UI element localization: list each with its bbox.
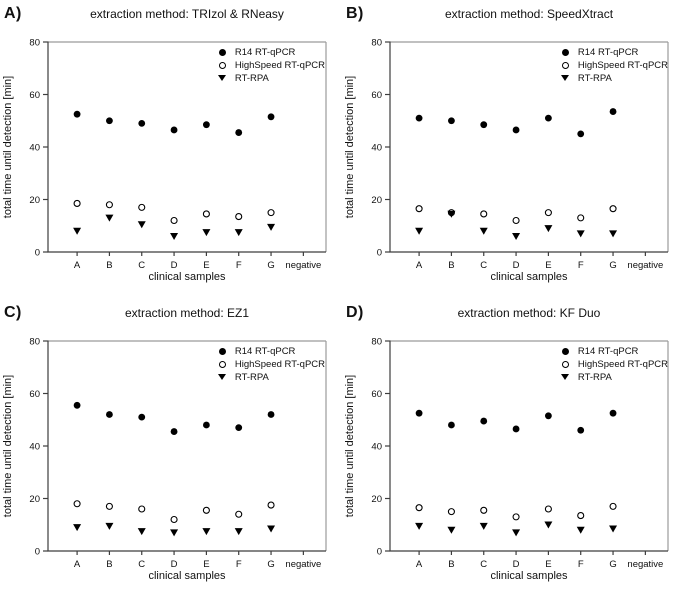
svg-text:40: 40 [371, 142, 382, 154]
panel-label-a: A) [4, 5, 22, 22]
svg-text:20: 20 [371, 494, 382, 505]
legend-label: HighSpeed RT-qPCR [234, 358, 325, 370]
legend-item [561, 372, 668, 382]
panel-title-c: extraction method: EZ1 [124, 306, 250, 320]
legend-item [218, 47, 325, 57]
svg-text:80: 80 [371, 37, 382, 49]
legend-label: RT-RPA [577, 371, 612, 383]
svg-text:0: 0 [34, 546, 40, 558]
legend-item [561, 73, 668, 83]
plot-area-a [0, 0, 342, 299]
svg-text:F: F [235, 559, 242, 570]
triangle-down-icon [561, 75, 569, 81]
svg-text:B: B [106, 260, 113, 271]
panel-title-b: extraction method: SpeedXtract [444, 7, 614, 21]
svg-text:60: 60 [29, 389, 40, 400]
svg-text:F: F [235, 260, 242, 271]
legend-label: R14 RT-qPCR [234, 46, 296, 58]
panel-a [0, 0, 342, 299]
filled-circle-icon [562, 348, 569, 355]
svg-text:C: C [480, 260, 488, 271]
panel-label-d: D) [346, 304, 364, 321]
legend-item [561, 47, 668, 57]
filled-circle-icon [562, 49, 569, 56]
legend-label: RT-RPA [234, 371, 269, 383]
legend-label: RT-RPA [234, 72, 269, 84]
svg-text:E: E [545, 559, 552, 570]
svg-text:0: 0 [34, 247, 40, 259]
legend-b [561, 47, 668, 83]
svg-text:60: 60 [29, 90, 40, 101]
legend-item [561, 346, 668, 356]
svg-text:G: G [267, 260, 275, 271]
filled-circle-icon [219, 348, 226, 355]
legend-label: R14 RT-qPCR [577, 345, 639, 357]
triangle-down-icon [218, 75, 226, 81]
y-axis-label-c: total time until detection [min] [2, 374, 14, 518]
svg-text:40: 40 [371, 441, 382, 453]
panel-c [0, 299, 342, 598]
svg-text:A: A [73, 559, 81, 570]
legend-item [218, 372, 325, 382]
panel-title-d: extraction method: KF Duo [457, 306, 601, 320]
svg-text:E: E [203, 559, 210, 570]
legend-label: HighSpeed RT-qPCR [577, 358, 668, 370]
svg-text:A: A [73, 260, 81, 271]
svg-text:40: 40 [29, 142, 40, 154]
open-circle-icon [219, 361, 226, 368]
legend-item [561, 60, 668, 70]
legend-c [218, 346, 325, 382]
legend-item [561, 359, 668, 369]
svg-text:B: B [448, 260, 455, 271]
plot-area-c [0, 299, 342, 598]
legend-item [218, 346, 325, 356]
svg-text:G: G [609, 559, 617, 570]
svg-text:40: 40 [29, 441, 40, 453]
y-axis-label-a: total time until detection [min] [2, 75, 14, 219]
svg-text:F: F [577, 559, 584, 570]
svg-text:C: C [138, 559, 146, 570]
svg-text:A: A [415, 260, 423, 271]
legend-label: HighSpeed RT-qPCR [234, 59, 325, 71]
plot-area-d [342, 299, 684, 598]
y-axis-label-d: total time until detection [min] [344, 374, 356, 518]
svg-text:B: B [448, 559, 455, 570]
svg-text:negative: negative [285, 559, 322, 570]
svg-text:E: E [203, 260, 210, 271]
legend-item [218, 73, 325, 83]
svg-text:D: D [170, 559, 178, 570]
svg-text:80: 80 [29, 336, 40, 348]
open-circle-icon [562, 361, 569, 368]
svg-text:C: C [480, 559, 488, 570]
plot-area-b [342, 0, 684, 299]
legend-a [218, 47, 325, 83]
legend-item [218, 60, 325, 70]
svg-text:negative: negative [627, 260, 664, 271]
legend-d [561, 346, 668, 382]
legend-item [218, 359, 325, 369]
open-circle-icon [562, 62, 569, 69]
x-axis-label-c: clinical samples [148, 570, 226, 582]
svg-text:D: D [512, 559, 520, 570]
legend-label: R14 RT-qPCR [234, 345, 296, 357]
svg-text:60: 60 [371, 389, 382, 400]
legend-label: RT-RPA [577, 72, 612, 84]
svg-text:G: G [609, 260, 617, 271]
y-axis-label-b: total time until detection [min] [344, 75, 356, 219]
svg-text:D: D [170, 260, 178, 271]
filled-circle-icon [219, 49, 226, 56]
panel-d [342, 299, 685, 598]
svg-text:E: E [545, 260, 552, 271]
triangle-down-icon [218, 374, 226, 380]
x-axis-label-a: clinical samples [148, 271, 226, 283]
svg-text:G: G [267, 559, 275, 570]
svg-text:F: F [577, 260, 584, 271]
svg-text:A: A [415, 559, 423, 570]
svg-text:negative: negative [627, 559, 664, 570]
svg-text:B: B [106, 559, 113, 570]
triangle-down-icon [561, 374, 569, 380]
x-axis-label-b: clinical samples [490, 271, 568, 283]
panel-b [342, 0, 685, 299]
svg-text:C: C [138, 260, 146, 271]
svg-text:60: 60 [371, 90, 382, 101]
legend-label: R14 RT-qPCR [577, 46, 639, 58]
x-axis-label-d: clinical samples [490, 570, 568, 582]
svg-text:80: 80 [371, 336, 382, 348]
svg-text:20: 20 [29, 195, 40, 206]
svg-text:D: D [512, 260, 520, 271]
svg-text:20: 20 [371, 195, 382, 206]
open-circle-icon [219, 62, 226, 69]
svg-text:0: 0 [376, 546, 382, 558]
panel-title-a: extraction method: TRIzol & RNeasy [90, 7, 284, 21]
svg-text:0: 0 [376, 247, 382, 259]
svg-text:20: 20 [29, 494, 40, 505]
svg-text:80: 80 [29, 37, 40, 49]
legend-label: HighSpeed RT-qPCR [577, 59, 668, 71]
panel-label-c: C) [4, 304, 22, 321]
svg-text:negative: negative [285, 260, 322, 271]
panel-label-b: B) [346, 5, 364, 22]
